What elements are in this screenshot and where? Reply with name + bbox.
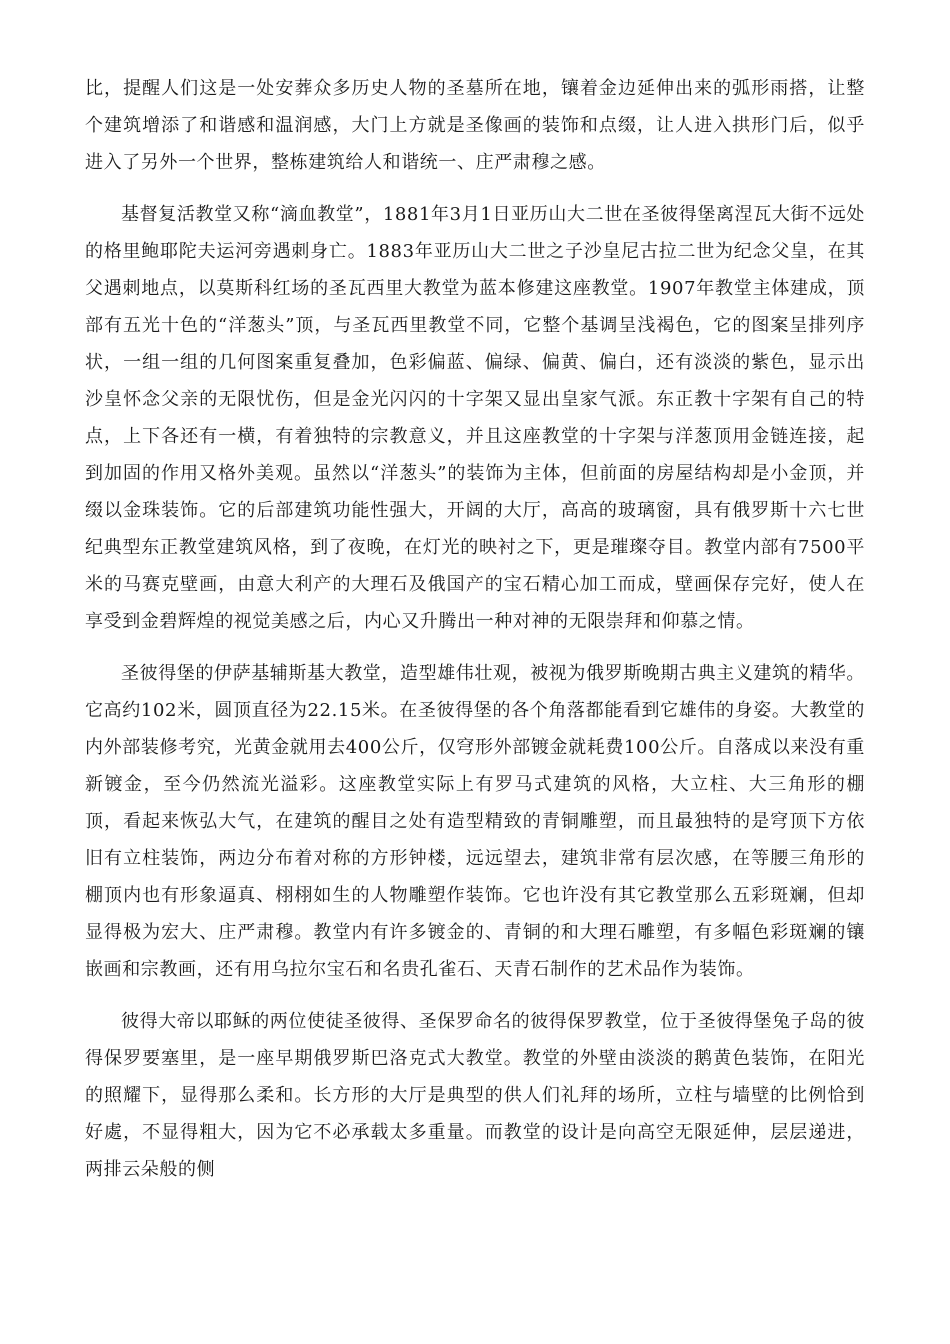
paragraph-isaac-cathedral: 圣彼得堡的伊萨基辅斯基大教堂，造型雄伟壮观，被视为俄罗斯晚期古典主义建筑的精华。它高约102米，圆顶直径为22.15米。在圣彼得堡的各个角落都能看到它雄伟的身姿。大教堂的内外部装修考究，光黄金就用去400公斤，仅穹形外部镀金就耗费100公斤。自落成以来没有重新镀金，至今仍然流光溢彩。这座教堂实际上有罗马式建筑的风格，大立柱、大三角形的棚顶，看起来恢弘大气，在建筑的醒目之处有造型精致的青铜雕塑，而且最独特的是穹顶下方依旧有立柱装饰，两边分布着对称的方形钟楼，远远望去，建筑非常有层次感，在等腰三角形的棚顶内也有形象逼真、栩栩如生的人物雕塑作装饰。它也许没有其它教堂那么五彩斑斓，但却显得极为宏大、庄严肃穆。教堂内有许多镀金的、青铜的和大理石雕塑，有多幅色彩斑斓的镶嵌画和宗教画，还有用乌拉尔宝石和名贵孔雀石、天青石制作的艺术品作为装饰。 [85,663,865,980]
article-body [85,70,865,1203]
paragraph-resurrection-church: 基督复活教堂又称“滴血教堂”，1881年3月1日亚历山大二世在圣彼得堡离涅瓦大街不远处的格里鲍耶陀夫运河旁遇刺身亡。1883年亚历山大二世之子沙皇尼古拉二世为纪念父皇，在其父遇刺地点，以莫斯科红场的圣瓦西里大教堂为蓝本修建这座教堂。1907年教堂主体建成，顶部有五光十色的“洋葱头”顶，与圣瓦西里教堂不同，它整个基调呈浅褐色，它的图案呈排列序状，一组一组的几何图案重复叠加，色彩偏蓝、偏绿、偏黄、偏白，还有淡淡的紫色，显示出沙皇怀念父亲的无限忧伤，但是金光闪闪的十字架又显出皇家气派。东正教十字架有自己的特点，上下各还有一横，有着独特的宗教意义，并且这座教堂的十字架与洋葱顶用金链连接，起到加固的作用又格外美观。虽然以“洋葱头”的装饰为主体，但前面的房屋结构却是小金顶，并缀以金珠装饰。它的后部建筑功能性强大，开阔的大厅，高高的玻璃窗，具有俄罗斯十六七世纪典型东正教堂建筑风格，到了夜晚，在灯光的映衬之下，更是璀璨夺目。教堂内部有7500平米的马赛克壁画，由意大利产的大理石及俄国产的宝石精心加工而成，壁画保存完好，使人在享受到金碧辉煌的视觉美感之后，内心又升腾出一种对神的无限崇拜和仰慕之情。 [85,204,865,632]
paragraph-peter-paul-cathedral: 彼得大帝以耶稣的两位使徒圣彼得、圣保罗命名的彼得保罗教堂，位于圣彼得堡兔子岛的彼得保罗要塞里，是一座早期俄罗斯巴洛克式大教堂。教堂的外壁由淡淡的鹅黄色装饰，在阳光的照耀下，显得那么柔和。长方形的大厅是典型的供人们礼拜的场所，立柱与墙壁的比例恰到好處，不显得粗大，因为它不必承载太多重量。而教堂的设计是向高空无限延伸，层层递进，两排云朵般的侧 [85,1011,865,1180]
paragraph-continuation: 比，提醒人们这是一处安葬众多历史人物的圣墓所在地，镶着金边延伸出来的弧形雨搭，让整个建筑增添了和谐感和温润感，大门上方就是圣像画的装饰和点缀，让人进入拱形门后，似乎进入了另外一个世界，整栋建筑给人和谐统一、庄严肃穆之感。 [85,78,865,173]
